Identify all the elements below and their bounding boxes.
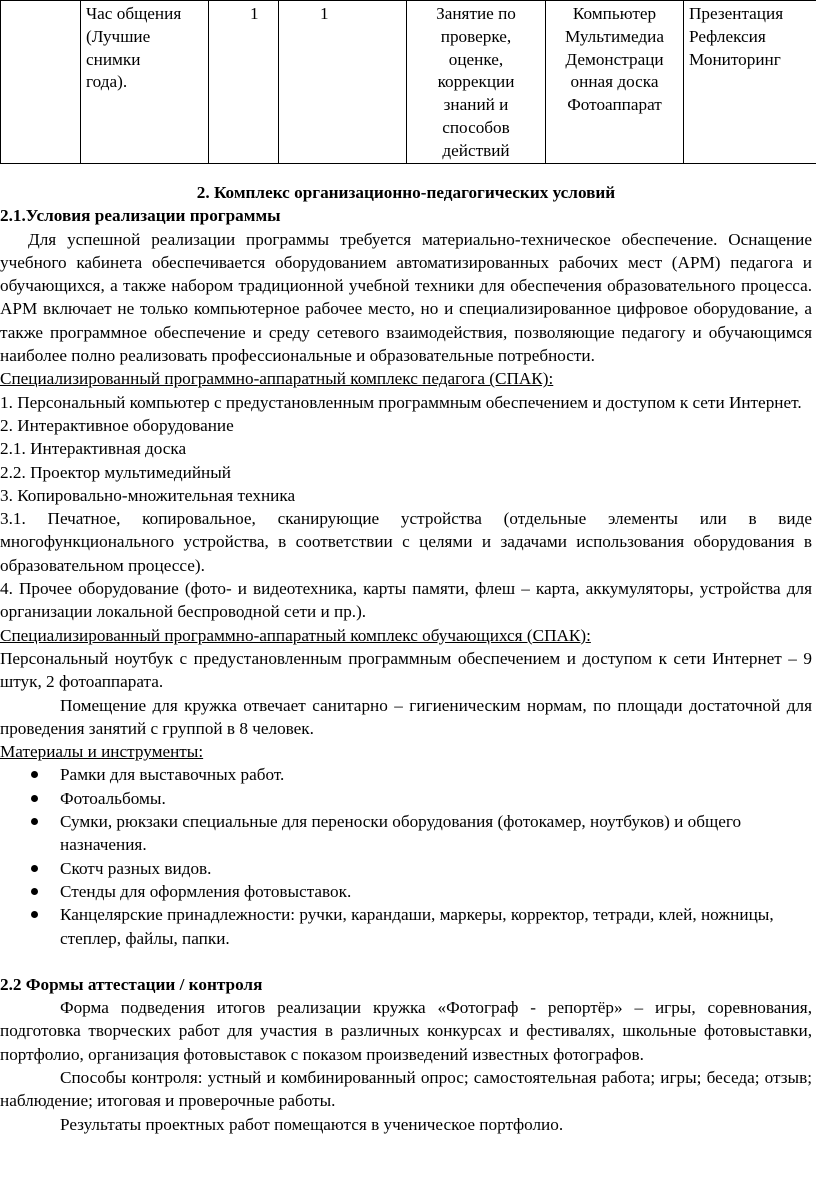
attestation-paragraph: Форма подведения итогов реализации кружка «Фотограф - репортёр» – игры, соревнования, подготовка творческих работ для участия в различных конкурсах и фестивалях, школьные фотовыставки, портфолио, организация фотовыставок с показом произведений известных фотографов. xyxy=(0,998,812,1064)
topic-line: снимки xyxy=(86,49,141,69)
equipment-line: онная доска xyxy=(570,72,659,92)
methods-line: Рефлексия xyxy=(689,26,766,46)
list-item: Стенды для оформления фотовыставок. xyxy=(0,880,812,903)
section-2-title: 2. Комплекс организационно-педагогических условий xyxy=(196,183,616,202)
topic-line: Час общения xyxy=(86,4,182,23)
spak-teacher-item: 2.2. Проектор мультимедийный xyxy=(0,462,231,482)
form-line: знаний и xyxy=(443,95,509,115)
spak-teacher-item: 1. Персональный компьютер с предустановленным программным обеспечением и доступом к сети Интернет. xyxy=(0,392,802,412)
bullet-icon xyxy=(31,818,38,825)
bullet-icon xyxy=(31,771,38,778)
form-line: оценке, xyxy=(448,49,504,69)
form-line: коррекции xyxy=(437,72,515,92)
spak-students-paragraph: Персональный ноутбук с предустановленным программным обеспечением и доступом к сети Интернет – 9 штук, 2 фотоаппарата. xyxy=(0,648,812,692)
section-2-1-title: 2.1.Условия реализации программы xyxy=(0,206,281,226)
conditions-paragraph: Для успешной реализации программы требуется материально-техническое обеспечение. Оснащение учебного кабинета обеспечивается оборудованием автоматизированных рабочих мест (АРМ) педагога и обучающихся, а также набором традиционной учебной техники для обеспечения образовательного процесса. АРМ включает не только компьютерное рабочее место, но и специализированное цифровое оборудование, а также программное обеспечение и среду сетевого взаимодействия, позволяющие педагогу и обучающимся наиболее полно реализовать профессиональные и образовательные потребности. xyxy=(0,229,812,366)
topic-line: (Лучшие xyxy=(86,26,151,46)
lesson-plan-table xyxy=(0,0,816,164)
table-row xyxy=(1,1,816,164)
hours-practice-value: 1 xyxy=(320,4,329,23)
cell-topic xyxy=(81,1,209,164)
spak-students-heading: Специализированный программно-аппаратный комплекс обучающихся (СПАК): xyxy=(0,625,591,645)
form-line: действий xyxy=(442,140,510,160)
spacer xyxy=(0,950,812,973)
equipment-line: Мультимедиа xyxy=(564,26,664,46)
control-methods-paragraph: Способы контроля: устный и комбинированный опрос; самостоятельная работа; игры; беседа; отзыв; наблюдение; итоговая и проверочные работы. xyxy=(0,1067,812,1111)
bullet-icon xyxy=(31,865,38,872)
section-2-2-title: 2.2 Формы аттестации / контроля xyxy=(0,974,263,994)
spak-teacher-item: 2. Интерактивное оборудование xyxy=(0,415,234,435)
cell-lesson-form xyxy=(407,1,546,164)
topic-line: года). xyxy=(86,72,128,92)
document-body xyxy=(0,181,812,1136)
equipment-line: Демонстраци xyxy=(565,49,664,69)
form-line: способов xyxy=(442,117,510,137)
spak-teacher-item: 3. Копировально-множительная техника xyxy=(0,485,296,505)
room-paragraph: Помещение для кружка отвечает санитарно – гигиеническим нормам, по площади достаточной для проведения занятий с группой в 8 человек. xyxy=(0,695,812,738)
spak-teacher-item: 4. Прочее оборудование (фото- и видеотехника, карты памяти, флеш – карта, аккумуляторы, устройства для организации локальной беспроводной сети и пр.). xyxy=(0,579,812,622)
form-line: проверке, xyxy=(440,26,512,46)
spak-teacher-item: 2.1. Интерактивная доска xyxy=(0,439,187,459)
methods-line: Мониторинг xyxy=(689,49,781,69)
bullet-icon xyxy=(31,888,38,895)
cell-methods xyxy=(684,1,816,164)
spak-teacher-item: 3.1. Печатное, копировальное, сканирующие устройства (отдельные элементы или в виде многофункционального устройства, в соответствии с целями и задачами использования оборудования в образовательном процессе). xyxy=(0,509,812,575)
equipment-line: Фотоаппарат xyxy=(567,95,662,115)
equipment-line: Компьютер xyxy=(572,4,657,23)
hours-theory-value: 1 xyxy=(250,4,259,23)
bullet-icon xyxy=(31,795,38,802)
cell-equipment xyxy=(546,1,684,164)
list-item: Сумки, рюкзаки специальные для переноски оборудования (фотокамер, ноутбуков) и общего назначения. xyxy=(0,810,812,857)
results-paragraph: Результаты проектных работ помещаются в ученическое портфолио. xyxy=(60,1114,564,1134)
list-item: Фотоальбомы. xyxy=(0,787,812,810)
form-line: Занятие по xyxy=(436,4,516,23)
table-cell-empty xyxy=(1,1,81,164)
cell-hours-theory xyxy=(209,1,279,164)
materials-heading: Материалы и инструменты: xyxy=(0,742,204,762)
spak-teacher-heading: Специализированный программно-аппаратный комплекс педагога (СПАК): xyxy=(0,369,554,389)
methods-line: Презентация xyxy=(689,4,784,23)
list-item: Канцелярские принадлежности: ручки, карандаши, маркеры, корректор, тетради, клей, ножницы, степлер, файлы, папки. xyxy=(0,903,812,950)
cell-hours-practice xyxy=(279,1,407,164)
list-item: Рамки для выставочных работ. xyxy=(0,763,812,786)
materials-list xyxy=(0,763,812,949)
bullet-icon xyxy=(31,911,38,918)
list-item: Скотч разных видов. xyxy=(0,857,812,880)
